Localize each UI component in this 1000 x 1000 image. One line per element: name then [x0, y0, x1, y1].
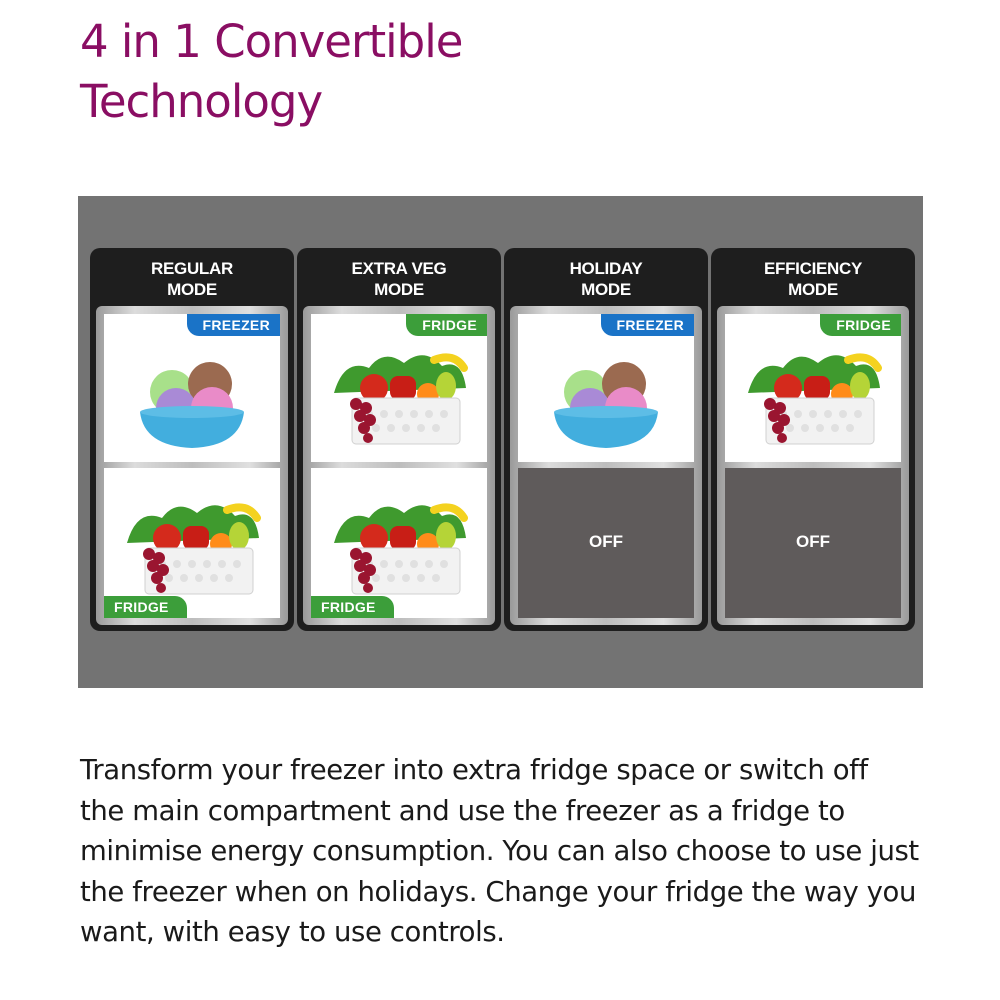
- vegetable-basket-icon: [324, 338, 474, 453]
- title-line-2: Technology: [80, 75, 323, 128]
- fridge-body: [717, 306, 909, 625]
- mode-title: REGULAR MODE: [151, 259, 233, 299]
- top-compartment: [311, 314, 487, 462]
- fridge-tag: FRIDGE: [311, 596, 394, 618]
- vegetable-basket-icon: [324, 488, 474, 603]
- top-compartment: [104, 314, 280, 462]
- ice-cream-bowl-icon: [132, 342, 252, 452]
- bottom-compartment-off: [725, 468, 901, 618]
- freezer-tag: FREEZER: [601, 314, 694, 336]
- vegetable-basket-icon: [117, 488, 267, 603]
- description-text: Transform your freezer into extra fridge space or switch off the main compartment and use the freezer as a fridge to minimise energy consumption. You can also choose to use just the freezer when on holidays. Change your fridge the way you want, with easy to use controls.: [80, 754, 919, 948]
- bottom-compartment: [104, 468, 280, 618]
- fridge-body: [96, 306, 288, 625]
- off-label: OFF: [796, 532, 830, 551]
- modes-panel: [78, 196, 923, 688]
- mode-title: HOLIDAY MODE: [569, 259, 643, 299]
- bottom-compartment-off: [518, 468, 694, 618]
- top-compartment: [518, 314, 694, 462]
- fridge-tag: FRIDGE: [820, 314, 901, 336]
- page-title: [80, 12, 780, 132]
- off-label: OFF: [589, 532, 623, 551]
- vegetable-basket-icon: [738, 338, 888, 453]
- mode-card-extra-veg: [297, 248, 501, 631]
- mode-card-efficiency: [711, 248, 915, 631]
- mode-card-regular: [90, 248, 294, 631]
- fridge-tag: FRIDGE: [104, 596, 187, 618]
- mode-card-holiday: [504, 248, 708, 631]
- bottom-compartment: [311, 468, 487, 618]
- top-compartment: [725, 314, 901, 462]
- mode-title: EFFICIENCY MODE: [763, 259, 863, 299]
- freezer-tag: FREEZER: [187, 314, 280, 336]
- fridge-body: [510, 306, 702, 625]
- title-line-1: 4 in 1 Convertible: [80, 15, 463, 68]
- fridge-tag: FRIDGE: [406, 314, 487, 336]
- mode-title: EXTRA VEG MODE: [351, 259, 447, 299]
- fridge-body: [303, 306, 495, 625]
- ice-cream-bowl-icon: [546, 342, 666, 452]
